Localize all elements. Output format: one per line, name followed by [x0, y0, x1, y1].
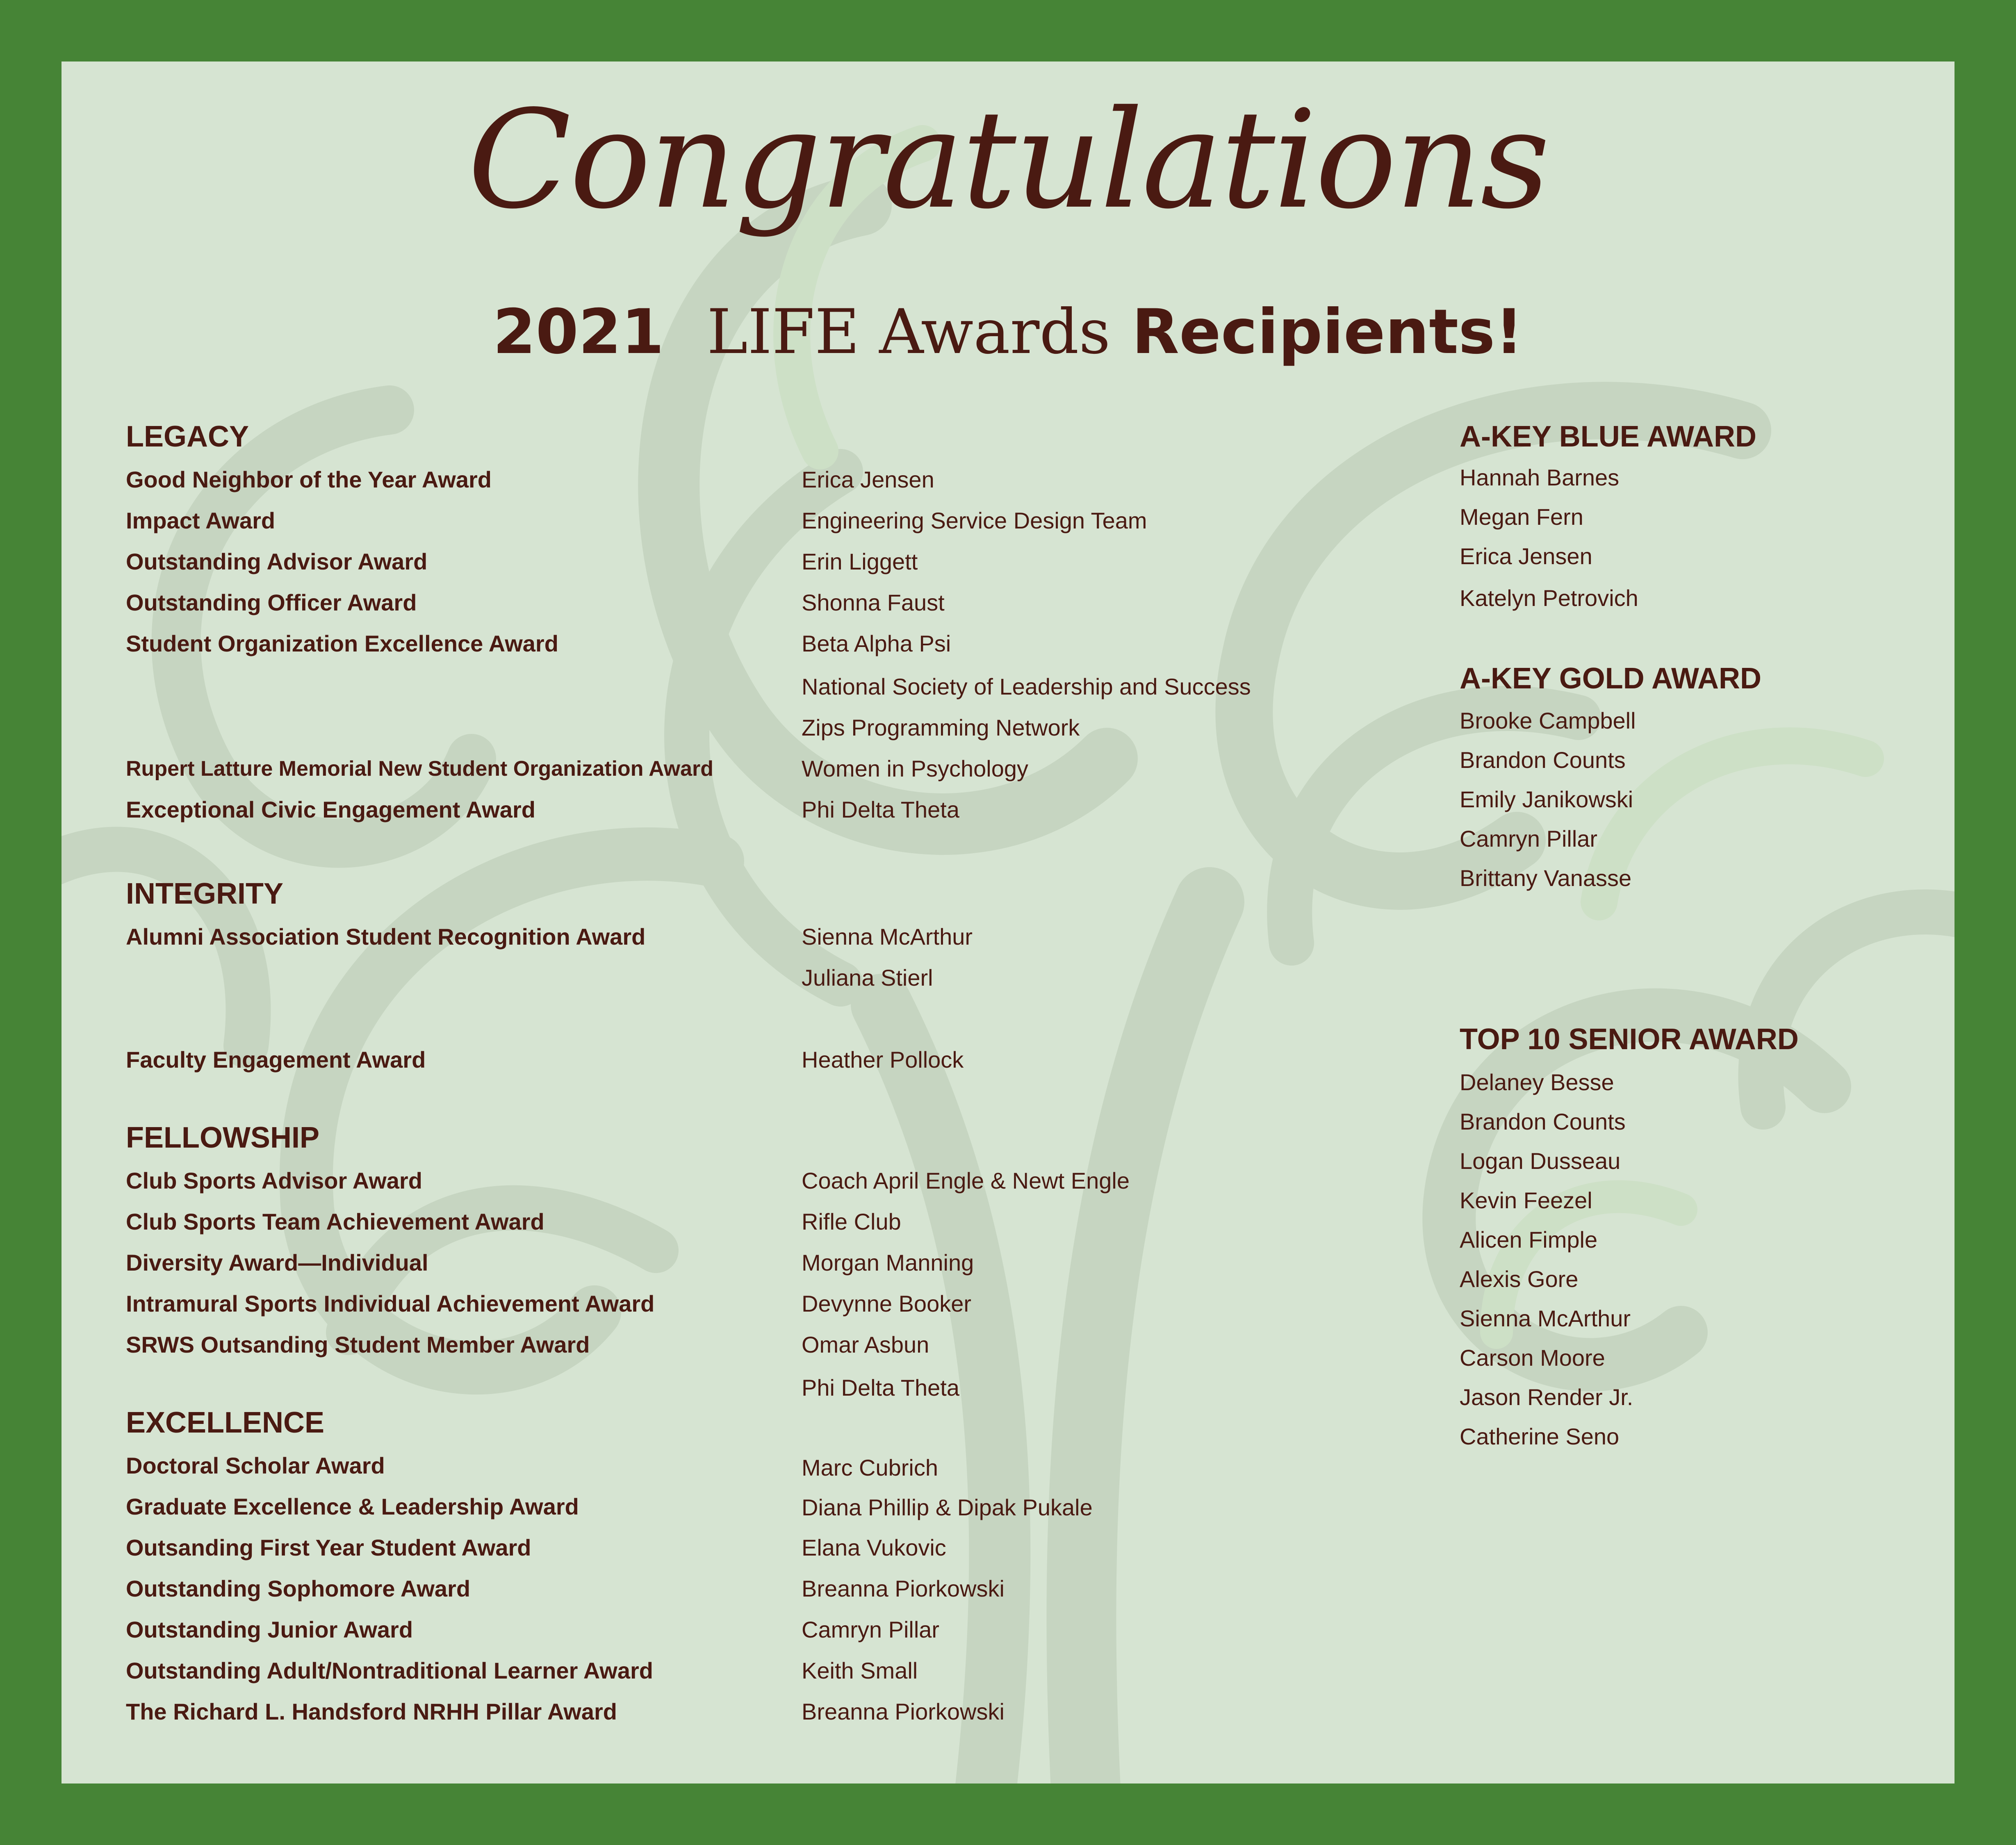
recipient-name: Erica Jensen [1460, 543, 1592, 569]
section-heading-legacy: LEGACY [126, 420, 249, 453]
swirl-highlight-2 [1599, 746, 1866, 902]
award-label: Impact Award [126, 508, 276, 533]
award-label: Intramural Sports Individual Achievement Award [126, 1291, 655, 1317]
subtitle-program: LIFE Awards [707, 296, 1111, 368]
award-label: Outstanding Advisor Award [126, 549, 428, 574]
subtitle-recipients: Recipients! [1132, 296, 1523, 368]
recipient-name: Brooke Campbell [1460, 708, 1636, 733]
recipient-name: Elana Vukovic [802, 1535, 946, 1560]
award-label: Diversity Award—Individual [126, 1250, 428, 1276]
recipient-name: Alexis Gore [1460, 1266, 1579, 1292]
recipient-name: Beta Alpha Psi [802, 631, 951, 656]
recipient-name: Hannah Barnes [1460, 465, 1620, 490]
recipient-name: Breanna Piorkowski [802, 1576, 1005, 1601]
recipient-name: Keith Small [802, 1658, 918, 1683]
award-label: The Richard L. Handsford NRHH Pillar Award [126, 1699, 617, 1724]
recipient-name: Alicen Fimple [1460, 1227, 1598, 1253]
tree-trunk-right [1082, 902, 1210, 1784]
recipient-name: Emily Janikowski [1460, 786, 1633, 812]
award-label: Graduate Excellence & Leadership Award [126, 1494, 579, 1519]
recipient-name: Engineering Service Design Team [802, 508, 1147, 533]
award-label: SRWS Outsanding Student Member Award [126, 1332, 590, 1358]
award-label: Outstanding Adult/Nontraditional Learner Award [126, 1658, 653, 1683]
award-label: Club Sports Advisor Award [126, 1168, 422, 1194]
recipient-name: National Society of Leadership and Success [802, 674, 1251, 699]
recipient-name: Heather Pollock [802, 1047, 964, 1073]
recipient-name: Zips Programming Network [802, 715, 1080, 740]
section-heading-akey-blue: A-KEY BLUE AWARD [1460, 420, 1757, 453]
award-label: Doctoral Scholar Award [126, 1453, 385, 1478]
recipient-name: Carson Moore [1460, 1345, 1605, 1371]
recipient-name: Shonna Faust [802, 590, 945, 615]
recipient-name: Kevin Feezel [1460, 1187, 1592, 1213]
award-label: Faculty Engagement Award [126, 1047, 426, 1073]
recipient-name: Brandon Counts [1460, 747, 1626, 773]
award-label: Outstanding Junior Award [126, 1617, 413, 1642]
award-label: Rupert Latture Memorial New Student Organization Award [126, 757, 714, 781]
award-label: Outsanding First Year Student Award [126, 1535, 531, 1560]
recipient-name: Sienna McArthur [1460, 1305, 1631, 1331]
recipient-name: Coach April Engle & Newt Engle [802, 1168, 1130, 1194]
subtitle-year: 2021 [493, 296, 664, 368]
recipient-name: Marc Cubrich [802, 1455, 938, 1481]
section-heading-integrity: INTEGRITY [126, 877, 284, 910]
recipient-name: Diana Phillip & Dipak Pukale [802, 1494, 1093, 1520]
congratulations-title: Congratulations [467, 81, 1549, 239]
recipient-name: Omar Asbun [802, 1332, 929, 1358]
recipient-name: Brittany Vanasse [1460, 865, 1632, 891]
recipient-name: Brandon Counts [1460, 1109, 1626, 1134]
award-label: Student Organization Excellence Award [126, 631, 558, 656]
recipient-name: Devynne Booker [802, 1291, 972, 1317]
recipient-name: Delaney Besse [1460, 1069, 1614, 1095]
recipient-name: Logan Dusseau [1460, 1148, 1621, 1174]
recipient-name: Juliana Stierl [802, 965, 933, 991]
award-label: Outstanding Officer Award [126, 590, 417, 615]
recipient-name: Morgan Manning [802, 1250, 974, 1276]
recipient-name: Erin Liggett [802, 549, 918, 574]
award-label: Alumni Association Student Recognition Award [126, 924, 646, 950]
section-heading-akey-gold: A-KEY GOLD AWARD [1460, 662, 1762, 695]
recipient-name: Breanna Piorkowski [802, 1699, 1005, 1724]
recipient-name: Erica Jensen [802, 467, 934, 492]
section-heading-excellence: EXCELLENCE [126, 1406, 325, 1439]
award-label: Club Sports Team Achievement Award [126, 1209, 544, 1235]
recipient-name: Camryn Pillar [802, 1617, 940, 1642]
award-label: Good Neighbor of the Year Award [126, 467, 492, 492]
recipient-name: Rifle Club [802, 1209, 901, 1235]
recipient-name: Catherine Seno [1460, 1424, 1620, 1449]
recipient-name: Phi Delta Theta [802, 1375, 959, 1401]
section-heading-top10: TOP 10 SENIOR AWARD [1460, 1023, 1799, 1056]
recipient-name: Phi Delta Theta [802, 797, 959, 822]
recipient-name: Katelyn Petrovich [1460, 585, 1638, 611]
recipient-name: Women in Psychology [802, 756, 1028, 781]
recipient-name: Megan Fern [1460, 504, 1583, 530]
award-panel [62, 61, 1954, 1784]
recipient-name: Camryn Pillar [1460, 826, 1598, 852]
section-heading-fellowship: FELLOWSHIP [126, 1121, 319, 1154]
recipient-name: Sienna McArthur [802, 924, 973, 950]
award-label: Exceptional Civic Engagement Award [126, 797, 535, 822]
recipient-name: Jason Render Jr. [1460, 1384, 1633, 1410]
award-label: Outstanding Sophomore Award [126, 1576, 471, 1601]
subtitle [62, 291, 1954, 373]
